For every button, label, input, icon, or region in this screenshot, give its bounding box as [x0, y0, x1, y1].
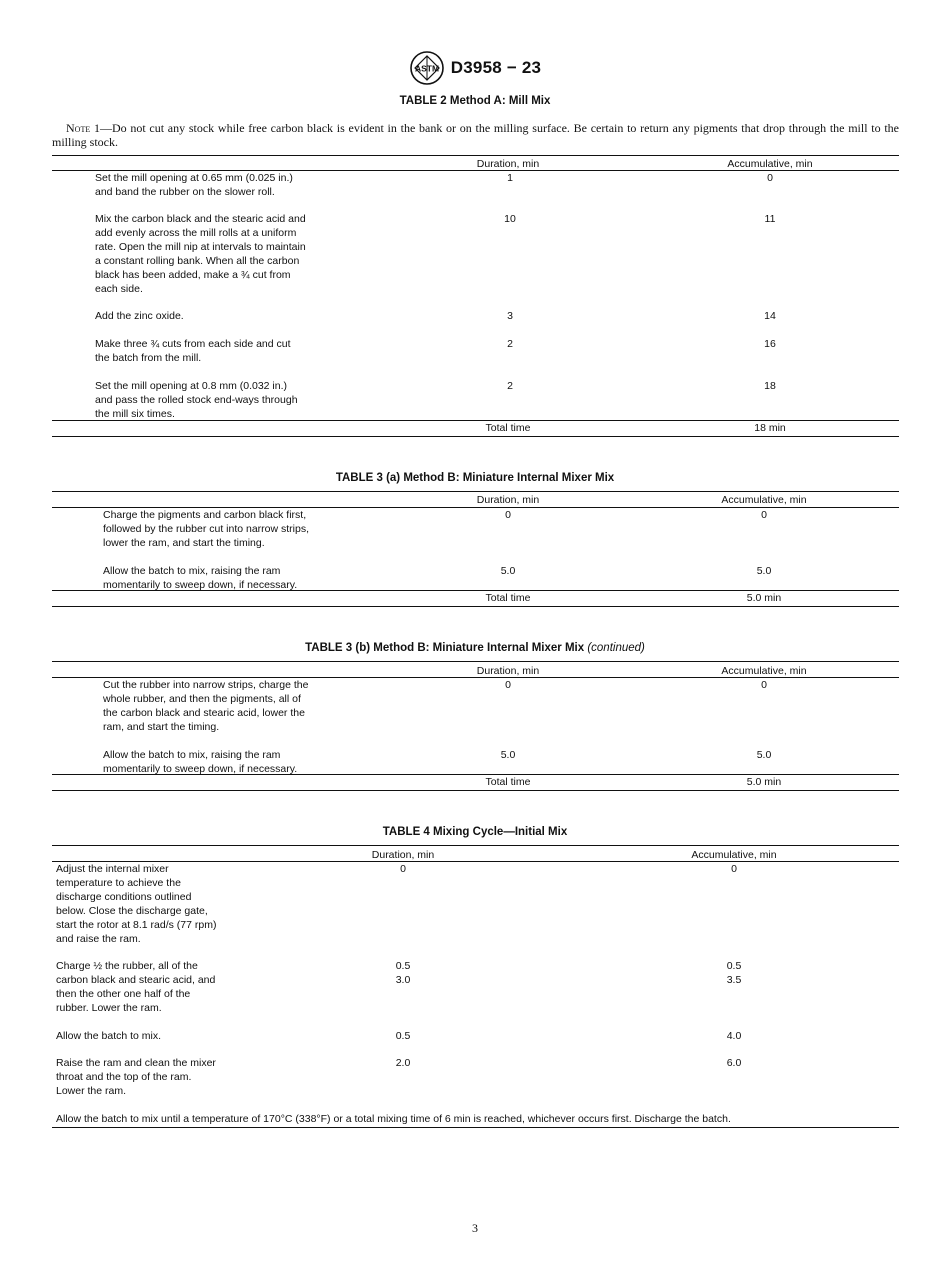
table3a-row-duration: 0	[505, 509, 511, 521]
table3a-row-accum: 5.0	[756, 565, 772, 577]
table2-row-step: Add the zinc oxide.	[95, 310, 184, 322]
table4-row-accum: 0	[731, 863, 737, 875]
table4-row-duration: 0.5	[395, 1030, 411, 1042]
table3a-total-label: Total time	[485, 592, 531, 604]
table2-row-accum: 18	[764, 380, 776, 392]
page-number: 3	[472, 1221, 478, 1235]
table3b-row-step: Allow the batch to mix, raising the ram momentarily to sweep down, if necessary.	[103, 749, 298, 775]
table2-col-accum: Accumulative, min	[727, 158, 813, 170]
table3a-col-duration: Duration, min	[476, 494, 540, 506]
table2-row-step: Make three ¾ cuts from each side and cut the batch from the mill.	[95, 338, 291, 364]
table3b-total-label: Total time	[485, 776, 531, 788]
table4-row-step: Charge ½ the rubber, all of the carbon black and stearic acid, and then the other one half of the rubber. Lower the ram.	[56, 960, 216, 1014]
table3b-row-step: Cut the rubber into narrow strips, charge the whole rubber, and then the pigments, all of the carbon black and stearic acid, lower the ram, and start the timing.	[103, 679, 309, 733]
document-header	[0, 50, 950, 86]
table3b-total-value: 5.0 min	[746, 776, 782, 788]
table2-row-step: Mix the carbon black and the stearic acid and add evenly across the mill rolls at a uniform rate. Open the mill nip at intervals to maintain a constant rolling bank. When all the carbon black has been added, make a ¾ cut from each side.	[95, 213, 306, 295]
table3a-total-value: 5.0 min	[746, 592, 782, 604]
note-text: 1—Do not cut any stock while free carbon black is evident in the bank or on the milling surface. Be certain to return any pigments that drop through the mill to the milling stock.	[52, 121, 899, 149]
table2-bottom-rule	[52, 436, 899, 437]
table3b-row-duration: 0	[505, 679, 511, 691]
table3b-row-accum: 5.0	[756, 749, 772, 761]
table2-row-duration: 2	[507, 380, 513, 392]
table4-title: TABLE 4 Mixing Cycle—Initial Mix	[382, 826, 568, 838]
table4-col-duration: Duration, min	[371, 849, 435, 861]
table3a-row-step: Charge the pigments and carbon black first, followed by the rubber cut into narrow strips, lower the ram, and start the timing.	[103, 509, 310, 549]
table4-bottom-rule	[52, 1127, 899, 1128]
table3a-row-duration: 5.0	[500, 565, 516, 577]
table3a-title: TABLE 3 (a) Method B: Miniature Internal Mixer Mix	[335, 472, 615, 484]
table3a-bottom-rule	[52, 606, 899, 607]
table3b-row-accum: 0	[761, 679, 767, 691]
table2-note	[52, 121, 899, 149]
astm-logo-text: ASTM	[414, 63, 439, 74]
table2-total-label: Total time	[485, 422, 531, 434]
table2-row-duration: 2	[507, 338, 513, 350]
document-code: D3958 − 23	[450, 58, 542, 77]
table2-row-accum: 16	[764, 338, 776, 350]
table4-row-accum: 4.0	[726, 1030, 742, 1042]
table2-row-duration: 1	[507, 172, 513, 184]
table4-row-duration: 0.5 3.0	[395, 960, 411, 986]
table2-total-value: 18 min	[754, 422, 786, 434]
table2-row-duration: 10	[504, 213, 516, 225]
table4-row-accum: 6.0	[726, 1057, 742, 1069]
note-label: Note	[66, 121, 91, 135]
table4-row-duration: 0	[400, 863, 406, 875]
table2-col-duration: Duration, min	[476, 158, 540, 170]
table2-title: TABLE 2 Method A: Mill Mix	[399, 95, 551, 107]
table4-row-step: Adjust the internal mixer temperature to achieve the discharge conditions outlined below. Close the discharge gate, start the rotor at 8.1 rad/s (77 rpm) and raise the ram.	[56, 863, 217, 945]
table3a-col-accum: Accumulative, min	[721, 494, 807, 506]
table4-row-step: Raise the ram and clean the mixer throat and the top of the ram. Lower the ram.	[56, 1057, 216, 1097]
table4-row-step: Allow the batch to mix.	[56, 1030, 162, 1042]
table2-row-accum: 14	[764, 310, 776, 322]
table3b-title	[0, 642, 950, 654]
table4-row-duration: 2.0	[395, 1057, 411, 1069]
table3b-row-duration: 5.0	[500, 749, 516, 761]
table2-row-accum: 11	[764, 213, 776, 225]
table3b-col-accum: Accumulative, min	[721, 665, 807, 677]
table2-row-step: Set the mill opening at 0.8 mm (0.032 in.) and pass the rolled stock end-ways through the mill six times.	[95, 380, 298, 420]
table2-top-rule	[52, 155, 899, 156]
table4-top-rule	[52, 845, 899, 846]
astm-logo-icon	[409, 50, 445, 86]
table3a-row-accum: 0	[761, 509, 767, 521]
table3b-top-rule	[52, 661, 899, 662]
table3b-title-suffix: (continued)	[587, 642, 645, 654]
table3a-top-rule	[52, 491, 899, 492]
table2-row-duration: 3	[507, 310, 513, 322]
table3b-title-main: TABLE 3 (b) Method B: Miniature Internal Mixer Mix	[305, 642, 585, 654]
table4-row-accum: 0.5 3.5	[726, 960, 742, 986]
table3a-row-step: Allow the batch to mix, raising the ram momentarily to sweep down, if necessary.	[103, 565, 298, 591]
table2-row-accum: 0	[767, 172, 773, 184]
table4-footnote: Allow the batch to mix until a temperature of 170°C (338°F) or a total mixing time of 6 min is reached, whichever occurs first. Discharge the batch.	[56, 1113, 731, 1125]
table3b-col-duration: Duration, min	[476, 665, 540, 677]
table3b-bottom-rule	[52, 790, 899, 791]
table2-row-step: Set the mill opening at 0.65 mm (0.025 in.) and band the rubber on the slower roll.	[95, 172, 293, 198]
table4-col-accum: Accumulative, min	[691, 849, 777, 861]
